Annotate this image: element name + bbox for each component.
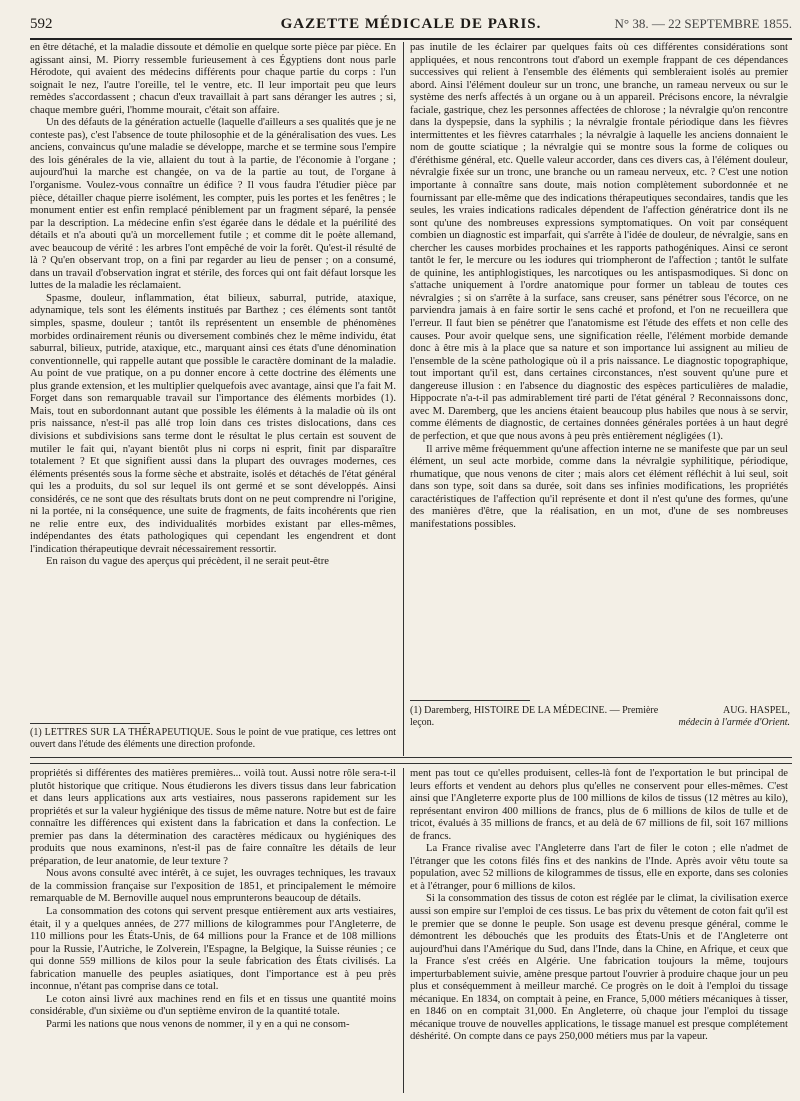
journal-title: GAZETTE MÉDICALE DE PARIS. bbox=[280, 16, 542, 32]
lower-right-column bbox=[410, 768, 788, 1093]
paragraph: Un des défauts de la génération actuelle (laquelle d'ailleurs a ses qualités que je ne conteste pas), c'est l'absence de toute philosophie et de la généralisation des vues. Les anciens, convaincus qu'une maladie se développe, marche et se termine sous l'empire des lois générales de la vie, allaient du tout à la partie, de l'économie à l'organe ; aujourd'hui la marche est changée, on va de la partie au tout, de l'organe à l'organisme. Voulez-vous connaître un édifice ? Il vous faudra l'étudier pièce par pièce, détailler chaque pierre isolément, les compter, puis les portes et les fenêtres ; le monument entier est enfin remplacé péniblement par un fragment séparé, la pensée par la description. La médecine enfin s'est égarée dans le dédale et la puérilité des détails et n'a abouti qu'à un morcellement futile ; et comme dit le poète allemand, avec beaucoup de vérité : les arbres l'ont empêché de voir la forêt. Qu'est-il résulté de là ? Qu'en observant trop, on a fini par regarder au lieu de penser ; on a consumé, dans un travail d'observation ingrat et stérile, des forces qui ont fait défaut lorsque les luttes de la maladie les réclamaient. bbox=[30, 117, 396, 292]
signature-title: médecin à l'armée d'Orient. bbox=[678, 717, 790, 728]
footnote-right: (1) Daremberg, HISTOIRE DE LA MÉDECINE. — Première leçon. bbox=[410, 705, 659, 728]
section-divider bbox=[30, 763, 792, 764]
paragraph: Il arrive même fréquemment qu'une affection interne ne se manifeste que par un seul élément, un seul acte morbide, comme dans la névralgie syphilitique, périodique, rhumatique, que nous venons de citer ; mais alors cet élément réfléchit à lui seul, soit dans son type, soit dans sa durée, soit dans ses infinies modifications, les propriétés caractéristiques de l'affection qu'il représente et dont il n'est qu'une des formes, qu'une des manières d'être, que la réalisation, en un mot, d'une de ses nombreuses manifestations possibles. bbox=[410, 443, 788, 530]
column-divider bbox=[403, 768, 404, 1093]
column-divider bbox=[403, 42, 404, 756]
author-signature bbox=[660, 705, 790, 729]
page-header bbox=[30, 4, 792, 40]
issue-date: N° 38. — 22 SEPTEMBRE 1855. bbox=[614, 16, 792, 31]
upper-right-column bbox=[410, 42, 788, 696]
paragraph: Spasme, douleur, inflammation, état bilieux, saburral, putride, ataxique, adynamique, tels sont les éléments institués par Barthez ; ces éléments sont tantôt simples, spasme, douleur ; tantôt ils représentent un ensemble de phénomènes morbides ordinairement réunis ou diversement combinés chez le même individu, état saburral, bilieux, putride, ataxique, etc., marquant ainsi ces états d'une dénomination conventionnelle, qui rappelle autant que possible le caractère dominant de la maladie. Au point de vue pratique, on a pu donner encore à cette doctrine des éléments une plus grande extension, et les multiplier quelquefois avec avantage, ainsi que l'a fait M. Forget dans son remarquable travail sur l'importance des éléments morbides (1). Mais, tout en subordonnant autant que possible les éléments à la maladie où ils ont pris naissance, n'est-il pas allé trop loin dans ces tristes dislocations, dans ces divisions et subdivisions sans terme dont le résultat le plus certain est souvent de mutiler le fait qui, n'ayant bientôt plus ni corps ni esprit, finit par disparaître totalement ? Et que signifient aussi dans la plupart des ouvrages modernes, ces éléments présentés sous la forme sèche et abstraite, isolés et détachés de l'état général qui les a produits, du sol sur lequel ils ont germé et se sont développés. Ainsi considérés, ce ne sont que des résultats bruts dont on ne peut comprendre ni l'origine, ni la portée, ni la conséquence, une suite de fragments, de faits incohérents que rien ne relie entre eux, des individualités morbides existant par elles-mêmes, indépendantes des états pathologiques qui cependant les engendrent et dont l'indication thérapeutique devrait nécessairement ressortir. bbox=[30, 292, 396, 555]
paragraph: en être détaché, et la maladie dissoute et démolie en quelque sorte pièce par pièce. En agissant ainsi, M. Piorry ressemble furieusement à ces Égyptiens dont nous parle Hérodote, qui avaient des médecins différents pour chaque partie du corps : l'un soignait le nez, l'autre l'oreille, tel le ventre, etc. Il leur importait peu que leurs remèdes s'accordassent ; chacun d'eux travaillait à part sans déranger les autres ; si, chaque membre guéri, l'homme mourait, c'était son affaire. bbox=[30, 42, 396, 116]
signature-name: AUG. HASPEL, bbox=[723, 705, 790, 716]
paragraph: Si la consommation des tissus de coton est réglée par le climat, la civilisation exerce aussi son empire sur l'emploi de ces tissus. Le bas prix du vêtement de coton fait qu'il est le premier que se donne le peuple. Son usage est devenu presque général, comme le démontrent les débouchés que les produits des États-Unis et de l'Angleterre ont aujourd'hui dans l'Amérique du Sud, dans l'Inde, dans la Chine, en Afrique, et ceux que la France s'est créés en Algérie. Une fabrication toujours la même, toujours imperturbablement suivie, amène presque partout l'ouvrier à produire chaque jour un peu plus et conséquemment à meilleur marché. Ce progrès on le doit à l'emploi du tissage mécanique. En 1834, on comptait à peine, en France, 5,000 métiers mécaniques à tisser, en 1846 on en comptait 31,000. En Angleterre, où chaque jour l'emploi du tissage mécanique trouve de nouvelles applications, le tissage manuel est presque complétement déshérité. On compte dans ce pays 250,000 métiers mus par la vapeur. bbox=[410, 893, 788, 1043]
paragraph: La consommation des cotons qui servent presque entièrement aux arts vestiaires, était, il y a quelques années, de 277 millions de kilogrammes pour l'Angleterre, de 110 millions pour les États-Unis, de 64 millions pour la France et de 108 millions pour la Russie, l'Autriche, le Zolverein, l'Espagne, la Belgique, la Suisse réunies ; ce qui donne 559 millions de kilos pour la seule fabrication des États civilisés. La fabrication manuelle des peuples asiatiques, dont l'importance est à peu près inconnue, n'étant pas comprise dans ce total. bbox=[30, 906, 396, 993]
lower-left-column bbox=[30, 768, 396, 1093]
paragraph: En raison du vague des aperçus qui précèdent, il ne serait peut-être bbox=[46, 556, 329, 568]
section-divider bbox=[30, 757, 792, 758]
paragraph: propriétés si différentes des matières premières... voilà tout. Aussi notre rôle sera-t-il plutôt historique que critique. Nous étudierons les divers tissus dans leur fabrication et dans leurs applications aux arts vestiaires, nous passerons rapidement sur les propriétés et sur la valeur hygiénique des tissus de même nature. Notre but est de faire connaître les différences qui existent dans la fabrication et dans la confection. Le premier pas dans la détermination des caractères médicaux ou hygiéniques des produits que nous examinons, n'est-il pas de faire connaître les détails de leur préparation, de leur anatomie, de leur texture ? bbox=[30, 768, 396, 867]
page-number: 592 bbox=[30, 16, 53, 32]
paragraph: Parmi les nations que nous venons de nommer, il y en a qui ne consom- bbox=[46, 1018, 350, 1030]
paragraph: pas inutile de les éclairer par quelques faits où ces différentes considérations sont appliquées, et nous rencontrons tout d'abord un exemple frappant de ces dépendances successives qui relient à l'ensemble des éléments qui sembleraient isolés au premier abord. Ainsi l'élément douleur sur un tronc, une branche, un rameau nerveux ou sur le système des nerfs affectés à un organe ou à un appareil. Précisons encore, la névralgie faciale, gastrique, chez les personnes affectées de chlorose ; la névralgie qu'on rencontre dans la dyspepsie, dans la syphilis ; la névralgie frontale périodique dans les fièvres intermittentes et les fièvres catarrhales ; la névralgie à laquelle les anciens donnaient le nom de goutte sciatique ; la névralgie qui se montre sous la forme de coliques ou d'éréthisme général, etc. Quelle valeur accorder, dans ces divers cas, à l'élément douleur, névralgie fixée sur un tronc, une branche ou un rameau nerveux, etc. ? C'est une notion importante à connaître sans doute, mais notion complètement subordonnée et ne fournissant par elle-même que des indications thérapeutiques secondaires, tandis que les seules, les vraies indications radicales dépendent de l'affection génératrice dont ils ne sont qu'une des nombreuses expressions symptomatiques. On voit par conséquent combien un diagnostic est imparfait, qui s'arrête à l'idée de douleur, de névralgie, sans en chercher les causes morbides prochaines et les rapports pathogéniques. Ainsi ce seront tantôt le fer, le mercure ou les iodures qui triompheront de l'affection ; tantôt le sulfate de quinine, les antiphlogistiques, les narcotiques ou les antispasmodiques. Si donc on s'attache uniquement à l'ordre anatomique pour former un tableau de toutes ces névralgies ; si on s'arrête à la surface, sans creuser, sans pénétrer sous l'écorce, on ne parviendra jamais à en faire sortir le sens caché et profond, et l'on ne recueillera que l'erreur. Il faut bien se pénétrer que l'anatomisme est l'étude des effets et non celle des causes. Pour avoir quelque sens, une signification réelle, l'élément morbide demande donc à être mis à la place que sa nature et son importance lui assignent au milieu de l'ensemble de la scène pathologique où il a pris naissance. Le diagnostic topographique, tout important qu'il est, dans certaines circonstances, n'est souvent qu'une pure et dangereuse illusion : en l'absence du diagnostic des espèces particulières de maladie, Hippocrate n'a-t-il pas admirablement tiré parti de l'état général ? Reconnaissons donc, avec M. Daremberg, que les anciens étaient beaucoup plus habiles que nous à se servir, comme éléments de diagnostic, de certaines données générales portées à un haut degré de perfection, et que que nous avons à peu près entièrement négligées (1). bbox=[410, 42, 788, 442]
footnote-left: (1) LETTRES SUR LA THÉRAPEUTIQUE. Sous le point de vue pratique, ces lettres ont ouvert dans l'étude des éléments une direction profonde. bbox=[30, 727, 396, 750]
paragraph: ment pas tout ce qu'elles produisent, celles-là font de l'exportation le but principal de leurs efforts et vendent au dehors plus qu'elles ne conservent pour elles-mêmes. C'est ainsi que l'Angleterre exporte plus de 100 millions de kilos de tissus (12 mètres au kilo), représentant environ 400 millions de francs, plus de 6 millions de kilos de tulle et de tricot, évalués à 35 millions de francs, et au delà de 67 millions de fil, soit 167 millions de francs. bbox=[410, 768, 788, 842]
footnote-rule bbox=[30, 723, 150, 724]
paragraph: Le coton ainsi livré aux machines rend en fils et en tissus une quantité moins considérable, d'un sixième ou d'un septième environ de la quantité totale. bbox=[30, 993, 396, 1018]
paragraph: Nous avons consulté avec intérêt, à ce sujet, les ouvrages techniques, les travaux de la commission française sur l'exposition de 1851, et principalement le mémoire remarquable de M. Bernoville auquel nous emprunterons beaucoup de détails. bbox=[30, 868, 396, 905]
footnote-rule bbox=[410, 700, 530, 701]
upper-left-column bbox=[30, 42, 396, 720]
paragraph: La France rivalise avec l'Angleterre dans l'art de filer le coton ; elle n'admet de l'étranger que les cotons filés fins et des nankins de l'Inde. Après avoir vêtu toute sa population, avec 52 millions de kilogrammes de tissus, elle en exporte, dans ses colonies et à l'étranger, pour 6 millions de kilos. bbox=[410, 843, 788, 892]
